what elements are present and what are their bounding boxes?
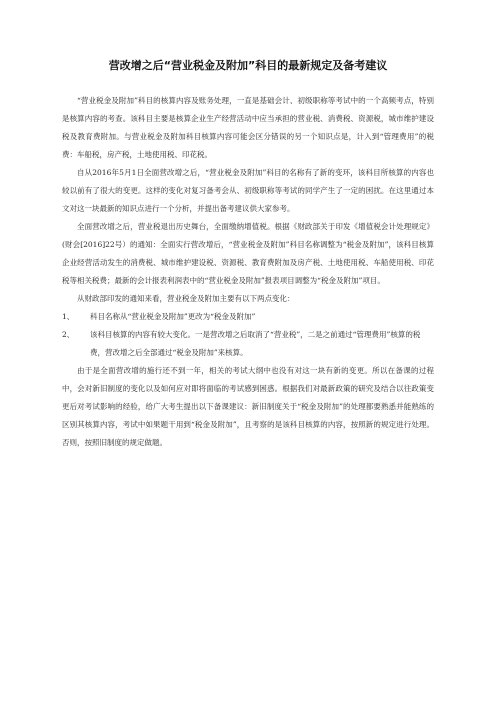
paragraph-advice: 由于是全面营改增的施行还不到一年，相关的考试大纲中也没有对这一块有新的变更。所以在备课的过程中，会对新旧制度的变化以及如何应对即将面临的考试感到困惑。根据我们对最新政策的研究及结合以往政策变更后对考试影响的经验，给广大考生提出以下备课建议：新旧制度关于“税金及附加”的处理都要熟悉并能熟练的区别其核算内容，考试中如果题干用到“税金及附加”，且考察的是该科目核算的内容，按照新的规定进行处理。否则，按照旧制度的规定做题。 bbox=[62, 366, 434, 447]
document-title: 营改增之后“营业税金及附加”科目的最新规定及备考建议 bbox=[108, 59, 388, 72]
list-item-number: 2、 bbox=[62, 330, 75, 339]
paragraph-change-background: 自从2016年5月1日全面营改增之后，“营业税金及附加”科目的名称有了新的变环，该科目所核算的内容也较以前有了很大的变更。这样的变化对复习备考会从、初级职称等考试的同学产生了一定的困扰。在这里通过本文对这一块最新的知识点进行一个分析，并提出备考建议供大家参考。 bbox=[62, 168, 434, 213]
list-item bbox=[62, 308, 434, 326]
paragraph-policy: 全面营改增之后，营业税退出历史舞台，全面缴纳增值税。根据《财政部关于印发《增值税会计处理规定》(财会[2016]22号）的通知：全面实行营改增后，“营业税金及附加”科目名称调整为“税金及附加”，该科目核算企业经营活动发生的消费税、城市维护建设税、资源税、教育费附加及房产税、土地使用税、车船使用税、印花税等相关税费；最新的会计报表利润表中的“营业税金及附加”报表项目调整为“税金及附加”项目。 bbox=[62, 222, 434, 285]
list-item-text: 科目名称从“营业税金及附加”更改为“税金及附加” bbox=[90, 312, 256, 321]
document-body bbox=[62, 58, 434, 452]
paragraph-intro: “营业税金及附加”科目的核算内容及账务处理，一直是基础会计、初级职称等考试中的一个高频考点，特别是核算内容的考查。该科目主要是核算企业生产经营活动中应当承担的营业税、消费税、资源税，城市维护建设税及教育费附加。与营业税金及附加科目核算内容可能会区分错误的另一个知识点是，计入到“管理费用”的税费：车船税，房产税，土地使用税、印花税。 bbox=[62, 96, 434, 159]
list-item bbox=[62, 326, 434, 362]
list-item-text: 该科目核算的内容有较大变化。一是营改增之后取消了“营业税”，二是之前通过“管理费用”核算的税费，营改增之后全部通过“税金及附加”来核算。 bbox=[90, 330, 421, 357]
list-item-number: 1、 bbox=[62, 312, 75, 321]
paragraph-summary-lead: 从财政部印发的通知来看，营业税金及附加主要有以下两点变化： bbox=[77, 294, 295, 303]
